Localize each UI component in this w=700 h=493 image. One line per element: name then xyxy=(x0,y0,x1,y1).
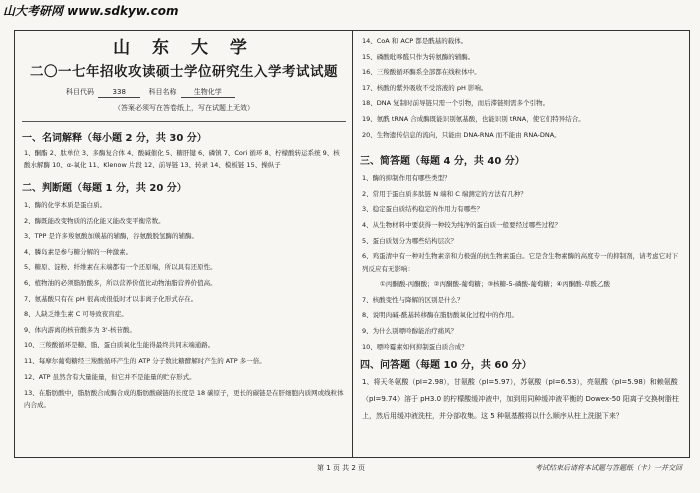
judge-item: 16、三羧酸循环酶系全部都在线粒体中。 xyxy=(362,68,481,77)
judge-item: 1、酶的化学本质是蛋白质。 xyxy=(24,201,107,209)
judge-item: 8、人缺乏维生素 C 可导致夜盲症。 xyxy=(24,310,128,319)
judge-item: 11、每摩尔葡萄糖经三羧酸循环产生的 ATP 分子数比糖酵解时产生的 ATP 多一倍。 xyxy=(24,356,266,365)
watermark: 山大考研网 www.sdkyw.com xyxy=(3,4,179,18)
essay-question: 1、将天冬氨酸（pI=2.98），甘氨酸（pI=5.97），苏氨酸（pI=6.53），亮氨酸（pI=5.98）和赖氨酸（pI=9.74）溶于 pH3.0 的柠檬酸缓冲液中，加到用同种缓冲液平衡的 Dowex-50 阳离子交换树脂柱上，然后用缓冲液洗柱，并分部收集。这 5 种氨基酸将以什么顺序从柱上洗脱下来？ xyxy=(362,378,679,421)
column-divider xyxy=(352,30,353,457)
short-question: 8、说明肉碱-酰基转移酶在脂肪酸氧化过程中的作用。 xyxy=(362,311,518,320)
short-question: 4、从生物材料中要获得一种较为纯净的蛋白质一般要经过哪些过程？ xyxy=(362,220,562,229)
short-question: 6、鸡蛋清中有一种对生物素亲和力极强的抗生物素蛋白。它是含生物素酶的高度专一的抑制剂，请考虑它对下列反应有无影响： xyxy=(362,252,679,274)
section-1-terms: 1、酮酯 2、肽单位 3、多酶复合体 4、酸碱催化 5、糖肝键 6、磷镇 7、Cori 循环 8、柠檬酸转运系统 9、核酸水解酶 10、α-氧化 11、Klenow 片段 12、前导链 13、转录 14、模板链 15、操纵子 xyxy=(24,149,340,169)
section-1-title: 一、名词解释（每小题 2 分，共 30 分） xyxy=(22,133,207,144)
answer-note: （答案必须写在答卷纸上，写在试题上无效） xyxy=(114,104,254,112)
exam-title: 二〇一七年招收攻读硕士学位研究生入学考试试题 xyxy=(30,64,338,80)
judge-item: 12、ATP 虽然含有大量能量，但它并不是能量的贮存形式。 xyxy=(24,372,196,381)
university-name: 山 东 大 学 xyxy=(113,38,255,58)
right-column xyxy=(360,30,682,456)
judge-item: 15、磷酸吡哆醛只作为转氨酶的辅酶。 xyxy=(362,52,475,61)
name-label: 科目名称 xyxy=(148,88,177,96)
short-question: 10、嘌呤霉素如何抑制蛋白质合成？ xyxy=(362,342,468,351)
left-column xyxy=(22,30,346,456)
short-question: 7、核酸变性与降解的区别是什么？ xyxy=(362,295,464,304)
judge-item: 10、三羧酸循环是糖、脂、蛋白质氧化生能得最终共同末端通路。 xyxy=(24,341,215,350)
reaction-options: ①丙酮酸-丙酮酸；②丙酮酸-葡萄糖；③核糖-5-磷酸-葡萄糖；④丙酮酸-草酰乙酸 xyxy=(380,280,611,289)
page-number: 第 1 页 共 2 页 xyxy=(317,464,366,472)
judge-item: 5、糖原、淀粉、纤维素在末端都有一个还原端，所以具有还原性。 xyxy=(24,263,217,272)
short-question: 3、稳定蛋白质结构稳定的作用力有哪些？ xyxy=(362,205,484,214)
judge-item: 2、酶既能改变物质的活化能又能改变平衡常数。 xyxy=(24,216,165,225)
judge-item: 19、氨酰 tRNA 合成酶既能识别氨基酸，也能识别 tRNA，使它们特异结合。 xyxy=(362,114,585,123)
code-value: 338 xyxy=(98,87,140,98)
section-3-title: 三、简答题（每题 4 分，共 40 分） xyxy=(360,156,525,168)
judge-item: 18、DNA 复制时前导链只需一个引物，而后滞链则需多个引物。 xyxy=(362,99,550,108)
short-question: 2、常用于蛋白质多肽链 N 端和 C 端测定的方法有几种？ xyxy=(362,189,527,198)
section-2-title: 二、判断题（每题 1 分，共 20 分） xyxy=(22,183,187,194)
page-footer xyxy=(0,460,700,476)
judge-item: 3、TPP 是许多羧氨酸加羰基的辅酶，谷氨酸脱氢酶的辅酶。 xyxy=(24,232,199,241)
header-separator xyxy=(22,121,346,122)
judge-item: 7、氨基酸只有在 pH 很高或很低时才以非离子化形式存在。 xyxy=(24,294,198,303)
judge-item: 4、膦岛素是参与糖分解的一种激素。 xyxy=(24,247,133,256)
judge-item: 14、CoA 和 ACP 都是酰基的载体。 xyxy=(362,37,468,45)
short-question: 1、酶的抑制作用有哪些类型？ xyxy=(362,174,451,183)
short-question: 5、蛋白质划分为哪些结构层次？ xyxy=(362,236,458,245)
name-value: 生物化学 xyxy=(181,87,235,98)
judge-item: 17、核酸的紫外吸收不受溶液的 pH 影响。 xyxy=(362,83,488,92)
judge-item: 6、植物油的必须脂肪酸多，所以营养价值比动物油脂营养价值高。 xyxy=(24,278,217,287)
judge-item: 20、生物遗传信息的流向，只能由 DNA-RNA 而不能由 RNA-DNA。 xyxy=(362,130,561,139)
judge-item: 13、在脂肪酸中，脂肪酸合成酶合成的脂肪酸碳链的长度是 18 碳原子，更长的碳链是在肝细胞内质网或线粒体内合成。 xyxy=(24,389,344,410)
footer-remark: 考试结束后请将本试题与答题纸（卡）一并交回 xyxy=(535,464,682,472)
short-question: 9、为什么别嘌呤醇能治疗痛风？ xyxy=(362,326,458,335)
judge-item: 9、体内游离的核苷酸多为 3'-核苷酸。 xyxy=(24,325,136,334)
section-4-title: 四、问答题（每题 10 分，共 60 分） xyxy=(360,360,532,372)
code-label: 科目代码 xyxy=(66,88,94,96)
subject-meta xyxy=(22,87,346,98)
